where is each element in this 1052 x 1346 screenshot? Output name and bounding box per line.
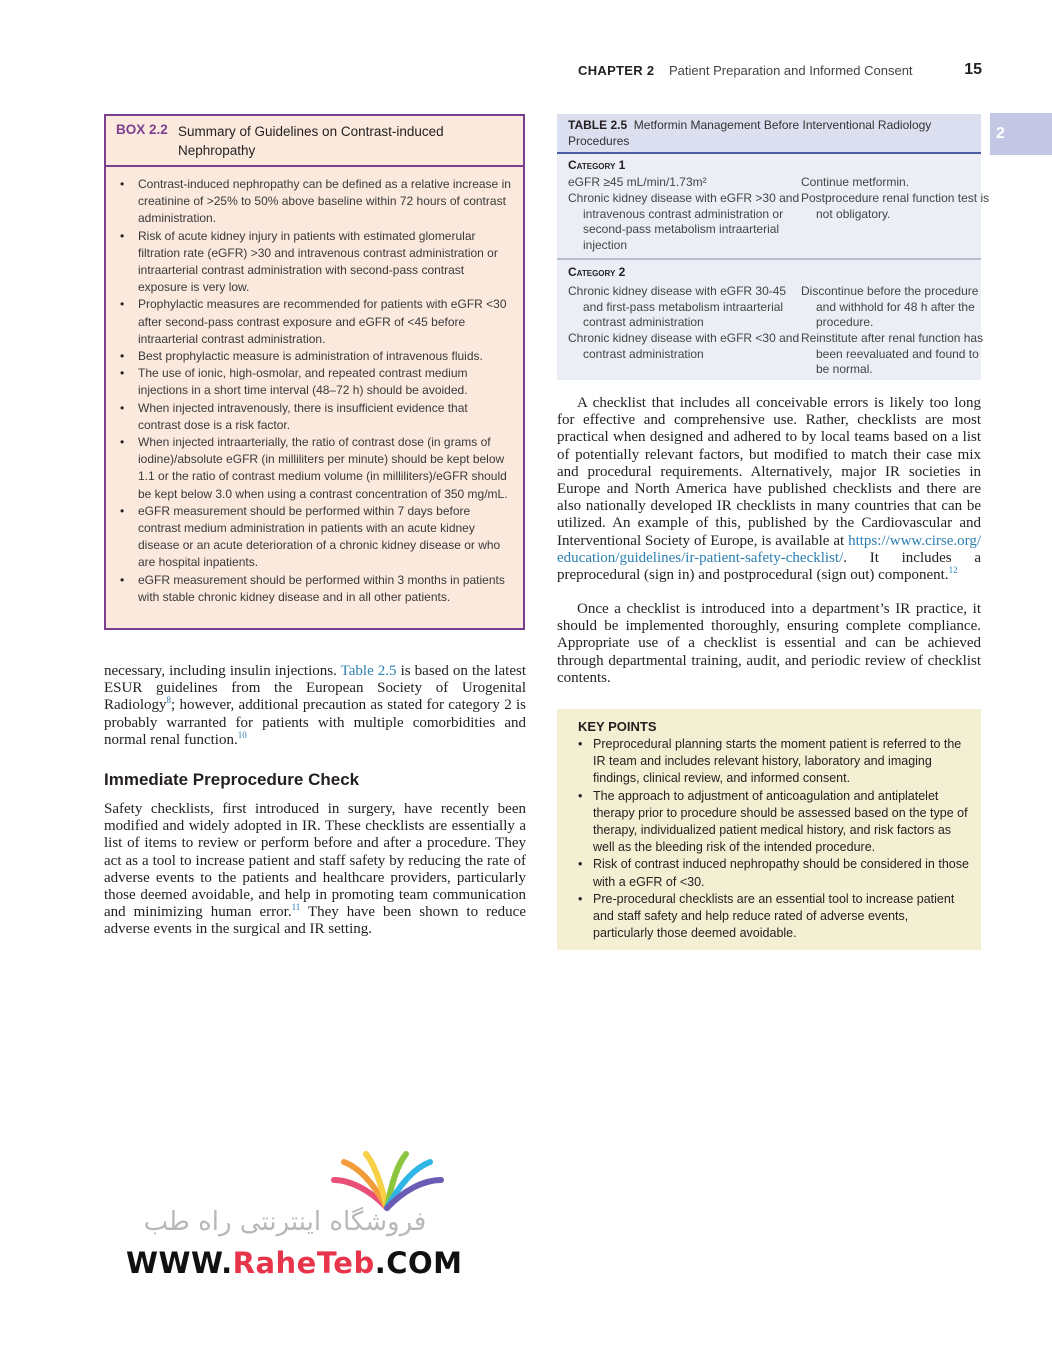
key-point: • The approach to adjustment of anticoagulation and antiplatelet therapy prior to procedure should be assessed based on the type of therapy, individualized patient medical history, and risk factors as well as the bleeding risk of the intended procedure.: [578, 788, 970, 857]
table-cell: Continue metformin.: [801, 175, 910, 189]
book-logo-icon: [330, 1150, 445, 1212]
table-cell: Chronic kidney disease with eGFR 30-45 and first-pass metabolism intraarterial contrast administration: [568, 284, 787, 329]
table-cell: Chronic kidney disease with eGFR >30 and intravenous contrast administration or second-pass metabolism intraarterial injection: [568, 191, 800, 252]
table-row: [557, 284, 981, 331]
table-cell: eGFR ≥45 mL/min/1.73m²: [568, 175, 707, 189]
box-item: • Best prophylactic measure is administration of intravenous fluids.: [118, 348, 513, 365]
table-cell: Chronic kidney disease with eGFR <30 and contrast administration: [568, 331, 800, 361]
box-item-list: [106, 167, 523, 606]
key-points-list: [578, 736, 970, 942]
table-reference-link[interactable]: Table 2.5: [340, 663, 397, 679]
paragraph: Once a checklist is introduced into a department’s IR practice, it should be implemented thoroughly, ensuring complete compliance. Appropriate use of a checklist is essential and can be achieved through departmental training, audit, and periodic review of checklist contents.: [557, 601, 981, 686]
paragraph: [104, 801, 526, 939]
table-label: TABLE 2.5: [568, 118, 628, 132]
table-cell: Discontinue before the procedure and withhold for 48 h after the procedure.: [801, 284, 979, 329]
box-item: • Risk of acute kidney injury in patients with estimated glomerular filtration rate (eGFR) >30 and intravenous contrast administration or intraarterial contrast administration with second-pass contrast exposure is very low.: [118, 228, 513, 297]
key-points-box: [557, 709, 981, 950]
paragraph: [104, 663, 526, 749]
table-caption: [568, 118, 968, 149]
citation-link[interactable]: 10: [237, 729, 247, 740]
chapter-title: Patient Preparation and Informed Consent: [669, 63, 913, 78]
table-cell: Reinstitute after renal function has been reevaluated and found to be normal.: [801, 331, 984, 376]
citation-link[interactable]: 12: [948, 565, 958, 576]
watermark-url: [126, 1246, 463, 1280]
text-run: necessary, including insulin injections.: [104, 663, 341, 679]
table-2-5: [557, 114, 990, 380]
table-row: [557, 191, 990, 257]
key-point: • Pre-procedural checklists are an essential tool to increase patient and staff safety and help reduce rated of adverse events, particularly those deemed avoidable.: [578, 891, 970, 943]
text-run: A checklist that includes all conceivable errors is likely too long for effective and comprehensive use. Rather, checklists are most practical when designed and adhered to by local teams based on a list of potentially relevant factors, but modified to match their case mix and procedural requirements. Alternatively, major IR societies in Europe and North America have published checklists and there are also nationally developed IR checklists in many countries that can be utilized. An example of this, published by the Cardiovascular and Interventional Society of Europe, is available at: [557, 395, 981, 549]
category-divider: [557, 258, 981, 260]
box-item: • When injected intravenously, there is insufficient evidence that contrast dose is a risk factor.: [118, 400, 513, 434]
url-part: RaheTeb: [232, 1246, 375, 1280]
citation-link[interactable]: 8: [166, 695, 171, 706]
section-heading: Immediate Preprocedure Check: [104, 770, 360, 789]
url-part: WWW.: [126, 1246, 233, 1280]
key-point: • Preprocedural planning starts the moment patient is referred to the IR team and includes relevant history, laboratory and imaging findings, clinical review, and informed consent.: [578, 736, 970, 788]
box-2-2: [104, 114, 525, 630]
table-row: [557, 331, 984, 378]
running-header: [578, 61, 982, 83]
table-title: Metformin Management Before Interventional Radiology Procedures: [568, 118, 932, 148]
box-item: • Prophylactic measures are recommended for patients with eGFR <30 after second-pass contrast exposure and eGFR of <45 before intraarterial contrast administration.: [118, 296, 513, 348]
text-run: They have been shown to reduce adverse events in the surgical and IR setting.: [104, 904, 526, 938]
text-run: Safety checklists, first introduced in surgery, have recently been modified and widely adopted in IR. These checklists are essentially a list of items to review or perform before and after a procedure. They act as a tool to increase patient and staff safety by reducing the rate of adverse events to the patients and healthcare providers, particularly those deemed avoidable, and help in promoting team communication and minimizing human error.: [104, 801, 526, 921]
box-item: • eGFR measurement should be performed within 7 days before contrast medium administration in patients with an acute kidney disease or an acute deterioration of a chronic kidney disease or who are hospital inpatients.: [118, 503, 513, 572]
box-item: • When injected intraarterially, the ratio of contrast dose (in grams of iodine)/absolute eGFR (in milliliters per minute) should be kept below 1.1 or the ratio of contrast medium volume (in milliliters)/eGFR should be kept below 3.0 when using a contrast concentration of 350 mg/mL.: [118, 434, 513, 503]
citation-link[interactable]: 11: [291, 902, 301, 913]
category-1-heading: Category 1: [568, 158, 626, 172]
box-item: • The use of ionic, high-osmolar, and repeated contrast medium injections in a short time interval (48–72 h) should be avoided.: [118, 365, 513, 399]
box-header: [106, 116, 523, 167]
text-run: . It includes a preprocedural (sign in) and postprocedural (sign out) component.: [557, 549, 981, 584]
table-header: [557, 114, 981, 154]
key-points-title: KEY POINTS: [578, 719, 657, 734]
url-part: .COM: [374, 1246, 463, 1280]
table-cell: Postprocedure renal function test is not obligatory.: [801, 191, 990, 221]
chapter-label: CHAPTER 2: [578, 63, 655, 78]
text-run: is based on the latest ESUR guidelines from the European Society of Urogenital Radiology: [104, 663, 526, 714]
paragraph: [557, 395, 981, 584]
key-point: • Risk of contrast induced nephropathy should be considered in those with a eGFR of <30.: [578, 856, 970, 890]
page-number: 15: [964, 61, 982, 78]
box-item: • eGFR measurement should be performed within 3 months in patients with stable chronic kidney disease and in all other patients.: [118, 572, 513, 606]
box-label: BOX 2.2: [116, 122, 168, 137]
watermark-text: فروشگاه اینترنتی راه طب: [143, 1207, 427, 1237]
box-title: Summary of Guidelines on Contrast-induced Nephropathy: [178, 124, 444, 158]
chapter-tab: 2: [990, 113, 1052, 155]
text-run: ; however, additional precaution as stated for category 2 is probably warranted for patients with multiple comorbidities and normal renal function.: [104, 697, 526, 748]
table-row: [557, 175, 981, 191]
box-item: • Contrast-induced nephropathy can be defined as a relative increase in creatinine of >25% to 50% above baseline within 72 hours of contrast administration.: [118, 176, 513, 228]
category-2-heading: Category 2: [568, 265, 626, 279]
checklist-url-link[interactable]: https://www.cirse.org/education/guidelines/ir-patient-safety-checklist/: [557, 532, 981, 566]
